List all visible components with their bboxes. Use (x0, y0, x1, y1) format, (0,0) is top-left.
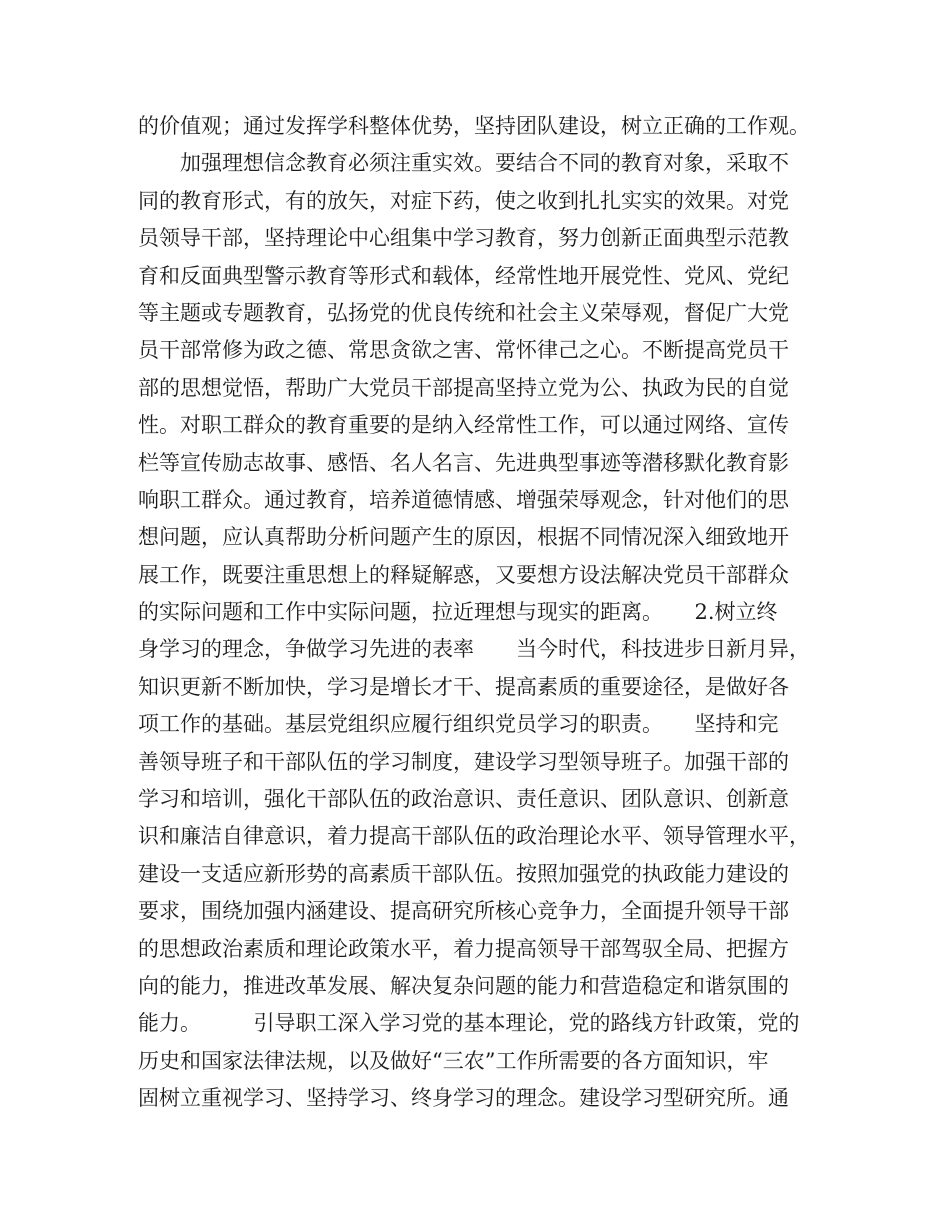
text-line: 要求，围绕加强内涵建设、提高研究所核心竞争力，全面提升领导干部 (138, 899, 789, 924)
text-line: 知识更新不断加快，学习是增长才干、提高素质的重要途径，是做好各 (138, 674, 789, 699)
text-line: 的价值观；通过发挥学科整体优势，坚持团队建设，树立正确的工作观。 (138, 114, 810, 138)
text-line: 栏等宣传励志故事、感悟、名人名言、先进典型事迹等潜移默化教育影 (138, 450, 789, 475)
text-line: 项工作的基础。基层党组织应履行组织党员学习的职责。 坚持和完 (138, 712, 779, 737)
text-line: 的实际问题和工作中实际问题，拉近理想与现实的距离。 2.树立终 (138, 600, 778, 625)
body-text (138, 108, 828, 1118)
text-line: 等主题或专题教育，弘扬党的优良传统和社会主义荣辱观，督促广大党 (138, 300, 789, 325)
text-line: 能力。 引导职工深入学习党的基本理论，党的路线方针政策，党的 (138, 1011, 800, 1036)
text-line: 向的能力，推进改革发展、解决复杂问题的能力和营造稳定和谐氛围的 (138, 973, 789, 998)
text-line: 身学习的理念，争做学习先进的表率 当今时代，科技进步日新月异， (138, 637, 810, 662)
text-line: 员干部常修为政之德、常思贪欲之害、常怀律己之心。不断提高党员干 (138, 338, 789, 363)
text-line: 响职工群众。通过教育，培养道德情感、增强荣辱观念，针对他们的思 (138, 487, 789, 512)
text-line: 建设一支适应新形势的高素质干部队伍。按照加强党的执政能力建设的 (138, 861, 789, 886)
text-line: 的思想政治素质和理论政策水平，着力提高领导干部驾驭全局、把握方 (138, 936, 789, 961)
text-line: 善领导班子和干部队伍的学习制度，建设学习型领导班子。加强干部的 (138, 749, 789, 774)
text-line: 历史和国家法律法规，以及做好“三农”工作所需要的各方面知识，牢 (138, 1048, 769, 1073)
text-line: 固树立重视学习、坚持学习、终身学习的理念。建设学习型研究所。通 (138, 1086, 789, 1111)
text-line: 展工作，既要注重思想上的释疑解惑，又要想方设法解决党员干部群众 (138, 562, 789, 587)
text-line: 想问题，应认真帮助分析问题产生的原因，根据不同情况深入细致地开 (138, 525, 789, 550)
text-line: 学习和培训，强化干部队伍的政治意识、责任意识、团队意识、创新意 (138, 787, 789, 812)
text-line: 员领导干部，坚持理论中心组集中学习教育，努力创新正面典型示范教 (138, 226, 789, 251)
text-line: 识和廉洁自律意识，着力提高干部队伍的政治理论水平、领导管理水平， (138, 824, 810, 849)
text-line: 同的教育形式，有的放矢，对症下药，使之收到扎扎实实的效果。对党 (138, 188, 789, 213)
text-line: 育和反面典型警示教育等形式和载体，经常性地开展党性、党风、党纪 (138, 263, 789, 288)
text-line: 部的思想觉悟，帮助广大党员干部提高坚持立党为公、执政为民的自觉 (138, 375, 789, 400)
text-line: 性。对职工群众的教育重要的是纳入经常性工作，可以通过网络、宣传 (138, 413, 789, 438)
text-line: 加强理想信念教育必须注重实效。要结合不同的教育对象，采取不 (138, 151, 789, 176)
